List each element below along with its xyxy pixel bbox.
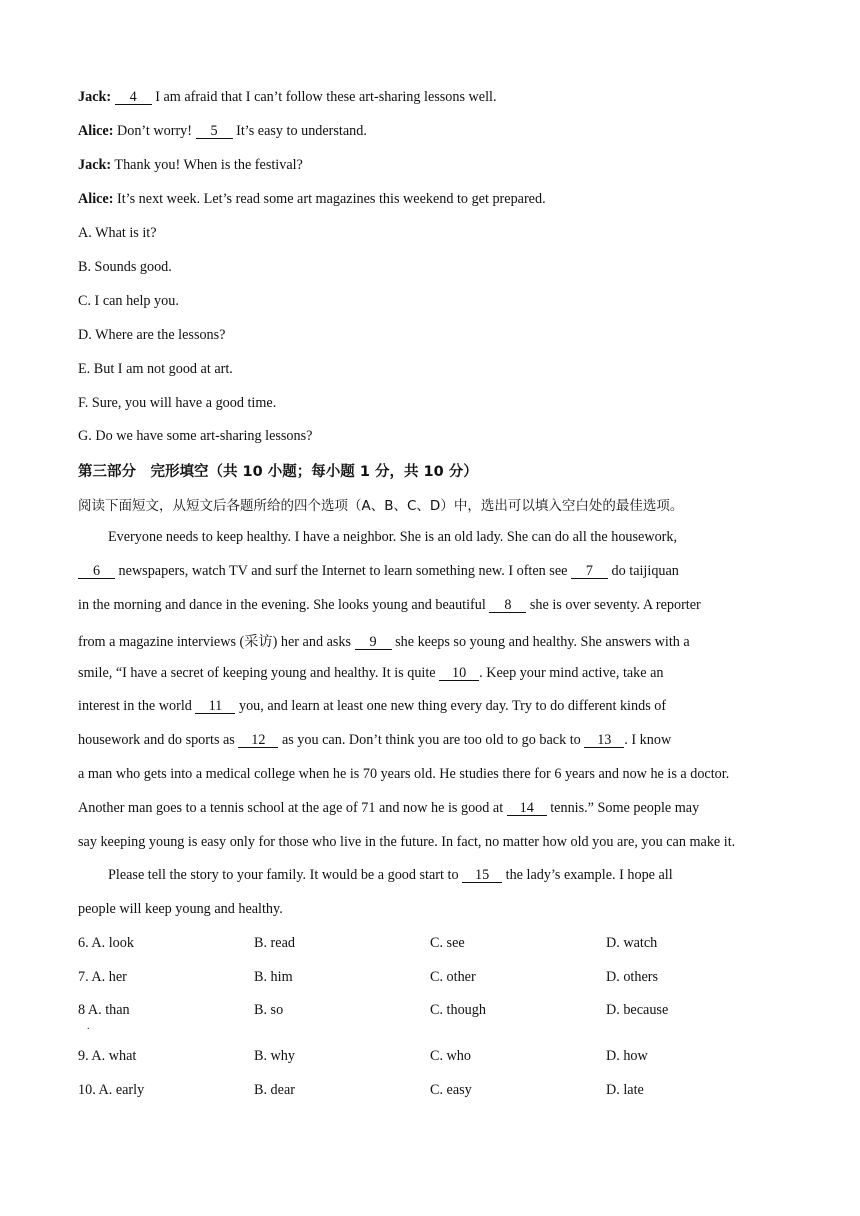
passage-text: say keeping young is easy only for those who live in the future. In fact, no matter how old you are, you can make it. xyxy=(78,834,736,850)
passage-line-2 xyxy=(78,563,783,580)
blank-11[interactable]: 11 xyxy=(195,699,235,714)
blank-13[interactable]: 13 xyxy=(584,733,624,748)
option-b[interactable]: B. dear xyxy=(254,1082,295,1098)
blank-7[interactable]: 7 xyxy=(571,564,608,579)
passage-line-11 xyxy=(108,867,813,884)
option-c[interactable]: C. see xyxy=(430,935,465,951)
dialogue-line-alice-2 xyxy=(78,191,546,208)
option-b[interactable]: B. why xyxy=(254,1048,295,1064)
blank-9[interactable]: 9 xyxy=(355,635,392,650)
section-heading: 第三部分 完形填空（共 10 小题；每小题 1 分，共 10 分） xyxy=(78,464,478,480)
option-b[interactable]: B. him xyxy=(254,969,293,985)
dialogue-text: Thank you! When is the festival? xyxy=(111,157,303,173)
passage-text: housework and do sports as xyxy=(78,732,239,748)
choice-b: B. Sounds good. xyxy=(78,259,172,275)
option-d[interactable]: D. how xyxy=(606,1048,648,1064)
passage-line-8 xyxy=(78,766,783,783)
passage-text: people will keep young and healthy. xyxy=(78,901,283,917)
passage-line-4 xyxy=(78,631,783,651)
passage-line-9 xyxy=(78,800,783,817)
passage-line-1 xyxy=(108,529,813,546)
speaker: Jack: xyxy=(78,157,112,173)
blank-5[interactable]: 5 xyxy=(196,124,233,139)
dialogue-text: I am afraid that I can’t follow these art-sharing lessons well. xyxy=(151,89,497,105)
passage-text: you, and learn at least one new thing every day. Try to do different kinds of xyxy=(235,698,667,714)
passage-text: as you can. Don’t think you are too old to go back to xyxy=(278,732,585,748)
dialogue-line-alice-1 xyxy=(78,123,367,140)
option-a[interactable]: 7. A. her xyxy=(78,969,127,985)
blank-15[interactable]: 15 xyxy=(462,868,502,883)
blank-10[interactable]: 10 xyxy=(439,666,479,681)
option-c[interactable]: C. who xyxy=(430,1048,471,1064)
blank-4[interactable]: 4 xyxy=(115,90,152,105)
option-d[interactable]: D. watch xyxy=(606,935,658,951)
option-c[interactable]: C. other xyxy=(430,969,476,985)
passage-text: interest in the world xyxy=(78,698,196,714)
speaker: Alice: xyxy=(78,191,114,207)
passage-text: do taijiquan xyxy=(607,563,679,579)
passage-text: . I know xyxy=(624,732,672,748)
passage-text: . Keep your mind active, take an xyxy=(479,665,664,681)
blank-14[interactable]: 14 xyxy=(507,801,547,816)
option-b[interactable]: B. so xyxy=(254,1002,284,1018)
passage-line-6 xyxy=(78,698,783,715)
option-a[interactable]: 9. A. what xyxy=(78,1048,137,1064)
blank-6[interactable]: 6 xyxy=(78,564,115,579)
blank-12[interactable]: 12 xyxy=(238,733,278,748)
passage-text: in the morning and dance in the evening. She looks young and beautiful xyxy=(78,597,490,613)
option-a[interactable]: 8 A. than xyxy=(78,1002,130,1018)
passage-text: smile, “I have a secret of keeping young and healthy. It is quite xyxy=(78,665,440,681)
dialogue-line-jack-2 xyxy=(78,157,303,174)
passage-line-5 xyxy=(78,665,783,682)
choice-e: E. But I am not good at art. xyxy=(78,361,233,377)
choice-g: G. Do we have some art-sharing lessons? xyxy=(78,428,313,444)
stray-dot: . xyxy=(87,1021,90,1032)
passage-line-7 xyxy=(78,732,783,749)
dialogue-text: It’s next week. Let’s read some art magazines this weekend to get prepared. xyxy=(113,191,546,207)
dialogue-text: It’s easy to understand. xyxy=(232,123,367,139)
passage-text: a man who gets into a medical college when he is 70 years old. He studies there for 6 years and now he is a doctor. xyxy=(78,766,730,782)
passage-line-3 xyxy=(78,597,783,614)
passage-text: she is over seventy. A reporter xyxy=(526,597,701,613)
choice-c: C. I can help you. xyxy=(78,293,179,309)
option-c[interactable]: C. though xyxy=(430,1002,486,1018)
dialogue-text: Don’t worry! xyxy=(113,123,196,139)
choice-d: D. Where are the lessons? xyxy=(78,327,226,343)
passage-text: Everyone needs to keep healthy. I have a neighbor. She is an old lady. She can do all the housework, xyxy=(108,529,678,545)
dialogue-line-jack-1 xyxy=(78,89,497,106)
option-c[interactable]: C. easy xyxy=(430,1082,472,1098)
speaker: Alice: xyxy=(78,123,114,139)
passage-text: she keeps so young and healthy. She answers with a xyxy=(391,634,690,650)
option-a[interactable]: 10. A. early xyxy=(78,1082,145,1098)
blank-8[interactable]: 8 xyxy=(489,598,526,613)
passage-line-10 xyxy=(78,834,783,851)
passage-text: newspapers, watch TV and surf the Internet to learn something new. I often see xyxy=(115,563,571,579)
option-d[interactable]: D. because xyxy=(606,1002,669,1018)
passage-text: Please tell the story to your family. It would be a good start to xyxy=(108,867,463,883)
option-d[interactable]: D. late xyxy=(606,1082,644,1098)
passage-text: tennis.” Some people may xyxy=(546,800,700,816)
option-a[interactable]: 6. A. look xyxy=(78,935,134,951)
passage-text: the lady’s example. I hope all xyxy=(502,867,673,883)
passage-text: Another man goes to a tennis school at the age of 71 and now he is good at xyxy=(78,800,507,816)
passage-line-12 xyxy=(78,901,783,918)
choice-a: A. What is it? xyxy=(78,225,157,241)
instruction-text: 阅读下面短文，从短文后各题所给的四个选项（A、B、C、D）中，选出可以填入空白处的最佳选项。 xyxy=(78,498,684,514)
speaker: Jack: xyxy=(78,89,112,105)
option-d[interactable]: D. others xyxy=(606,969,659,985)
choice-f: F. Sure, you will have a good time. xyxy=(78,395,277,411)
option-b[interactable]: B. read xyxy=(254,935,295,951)
passage-text: from a magazine interviews (采访) her and asks xyxy=(78,634,355,650)
